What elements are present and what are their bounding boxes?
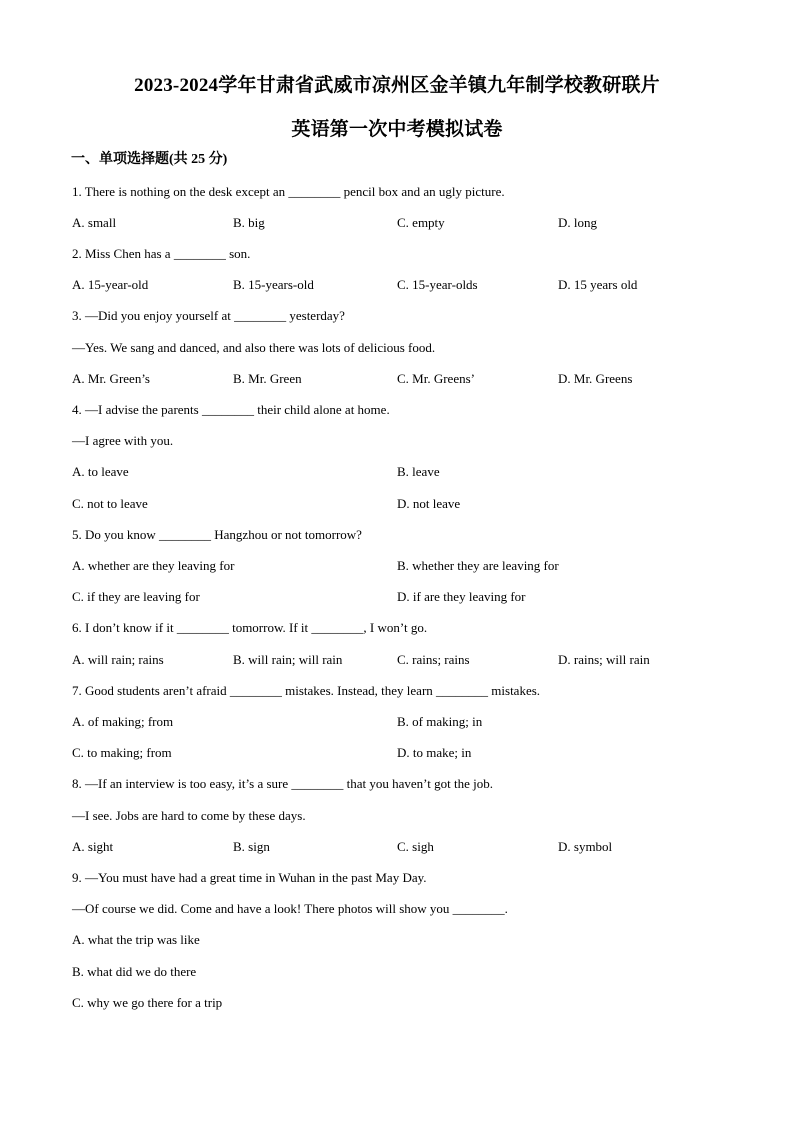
section-heading: 一、单项选择题(共 25 分) xyxy=(71,152,228,167)
question-9-stem: 9. —You must have had a great time in Wuhan in the past May Day. xyxy=(72,870,427,885)
exam-title-line2: 英语第一次中考模拟试卷 xyxy=(291,119,503,140)
question-1-stem: 1. There is nothing on the desk except an ________ pencil box and an ugly picture. xyxy=(72,184,505,199)
question-6-stem: 6. I don’t know if it ________ tomorrow. If it ________, I won’t go. xyxy=(72,620,428,635)
question-8-option-a: A. sight xyxy=(72,839,114,854)
question-5-option-a: A. whether are they leaving for xyxy=(72,558,235,573)
question-3-option-d: D. Mr. Greens xyxy=(558,371,633,386)
question-2-option-d: D. 15 years old xyxy=(558,277,638,292)
question-7-option-b: B. of making; in xyxy=(397,714,483,729)
question-8-stem: 8. —If an interview is too easy, it’s a sure ________ that you haven’t got the job. xyxy=(72,776,493,791)
question-9-option-b: B. what did we do there xyxy=(72,964,197,979)
question-5-stem: 5. Do you know ________ Hangzhou or not tomorrow? xyxy=(72,527,362,542)
question-4-option-b: B. leave xyxy=(397,464,440,479)
question-2-stem: 2. Miss Chen has a ________ son. xyxy=(72,246,251,261)
question-8-option-d: D. symbol xyxy=(558,839,613,854)
question-9-option-a: A. what the trip was like xyxy=(72,932,200,947)
question-9-option-c: C. why we go there for a trip xyxy=(72,995,223,1010)
question-3-option-b: B. Mr. Green xyxy=(233,371,302,386)
question-7-option-c: C. to making; from xyxy=(72,745,172,760)
question-2-option-a: A. 15-year-old xyxy=(72,277,149,292)
question-3-dialogue: —Yes. We sang and danced, and also there was lots of delicious food. xyxy=(72,340,436,355)
question-6-option-c: C. rains; rains xyxy=(397,652,470,667)
question-5-option-b: B. whether they are leaving for xyxy=(397,558,559,573)
question-8-option-b: B. sign xyxy=(233,839,270,854)
question-4-option-c: C. not to leave xyxy=(72,496,148,511)
question-3-option-c: C. Mr. Greens’ xyxy=(397,371,475,386)
question-1-option-d: D. long xyxy=(558,215,597,230)
question-4-option-d: D. not leave xyxy=(397,496,461,511)
question-8-dialogue: —I see. Jobs are hard to come by these days. xyxy=(72,808,306,823)
question-6-option-a: A. will rain; rains xyxy=(72,652,164,667)
question-7-option-d: D. to make; in xyxy=(397,745,472,760)
question-8-option-c: C. sigh xyxy=(397,839,434,854)
question-2-option-c: C. 15-year-olds xyxy=(397,277,478,292)
question-4-option-a: A. to leave xyxy=(72,464,129,479)
question-5-option-c: C. if they are leaving for xyxy=(72,589,200,604)
question-7-stem: 7. Good students aren’t afraid ________ mistakes. Instead, they learn ________ mistakes. xyxy=(72,683,541,698)
question-6-option-b: B. will rain; will rain xyxy=(233,652,343,667)
question-4-stem: 4. —I advise the parents ________ their child alone at home. xyxy=(72,402,390,417)
question-6-option-d: D. rains; will rain xyxy=(558,652,650,667)
question-3-stem: 3. —Did you enjoy yourself at ________ yesterday? xyxy=(72,308,345,323)
exam-title-line1: 2023-2024学年甘肃省武威市凉州区金羊镇九年制学校教研联片 xyxy=(134,75,660,96)
question-5-option-d: D. if are they leaving for xyxy=(397,589,526,604)
question-9-dialogue: —Of course we did. Come and have a look! There photos will show you ________. xyxy=(72,901,508,916)
question-1-option-b: B. big xyxy=(233,215,265,230)
question-3-option-a: A. Mr. Green’s xyxy=(72,371,150,386)
question-1-option-c: C. empty xyxy=(397,215,445,230)
question-4-dialogue: —I agree with you. xyxy=(72,433,174,448)
question-7-option-a: A. of making; from xyxy=(72,714,174,729)
question-2-option-b: B. 15-years-old xyxy=(233,277,314,292)
question-1-option-a: A. small xyxy=(72,215,117,230)
